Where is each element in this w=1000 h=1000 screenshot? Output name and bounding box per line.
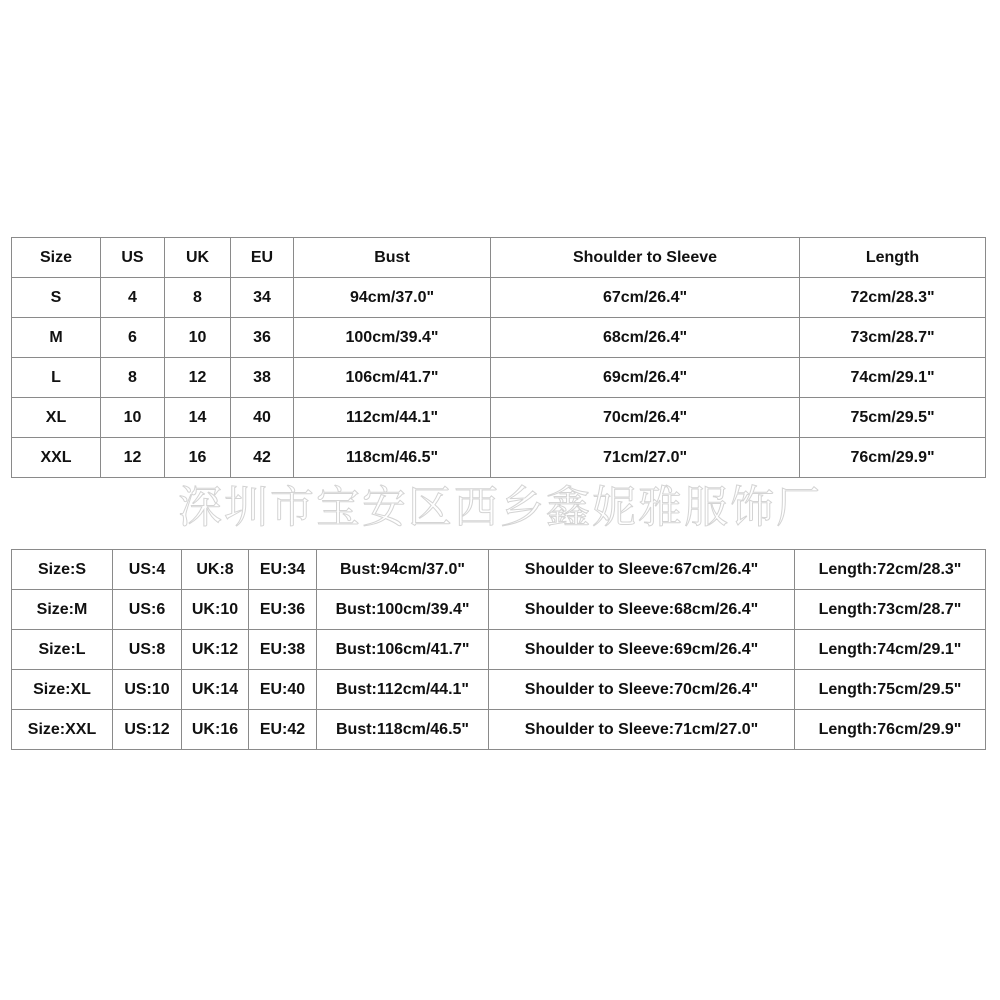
table-cell: 76cm/29.9": [800, 438, 986, 478]
table-cell: UK:12: [182, 630, 249, 670]
table-row: [12, 550, 986, 590]
table-cell: Size:S: [12, 550, 113, 590]
table-cell: 8: [165, 278, 231, 318]
header-cell-uk: UK: [165, 238, 231, 278]
table-cell: Shoulder to Sleeve:68cm/26.4": [489, 590, 795, 630]
table-cell: Bust:94cm/37.0": [317, 550, 489, 590]
table-cell: US:10: [113, 670, 182, 710]
table-cell: 118cm/46.5": [294, 438, 491, 478]
table-cell: Bust:100cm/39.4": [317, 590, 489, 630]
header-cell-eu: EU: [231, 238, 294, 278]
table-cell: 36: [231, 318, 294, 358]
table-cell: 42: [231, 438, 294, 478]
table-cell: 71cm/27.0": [491, 438, 800, 478]
table-cell: 10: [101, 398, 165, 438]
table-cell: Length:75cm/29.5": [795, 670, 986, 710]
table-cell: Shoulder to Sleeve:67cm/26.4": [489, 550, 795, 590]
table-cell: US:12: [113, 710, 182, 750]
size-detail-table: [11, 549, 986, 750]
table-cell: US:6: [113, 590, 182, 630]
table-cell: US:8: [113, 630, 182, 670]
table-cell: Bust:106cm/41.7": [317, 630, 489, 670]
size-chart-table: [11, 237, 986, 478]
table-cell: EU:40: [249, 670, 317, 710]
table-cell: 75cm/29.5": [800, 398, 986, 438]
table-cell: EU:38: [249, 630, 317, 670]
header-cell-us: US: [101, 238, 165, 278]
table-cell: UK:8: [182, 550, 249, 590]
table-cell: 8: [101, 358, 165, 398]
table-cell: 4: [101, 278, 165, 318]
table-cell: Length:74cm/29.1": [795, 630, 986, 670]
table-cell: 70cm/26.4": [491, 398, 800, 438]
table-cell: S: [12, 278, 101, 318]
table-cell: M: [12, 318, 101, 358]
table-cell: Shoulder to Sleeve:70cm/26.4": [489, 670, 795, 710]
table-cell: 14: [165, 398, 231, 438]
table-cell: 40: [231, 398, 294, 438]
table-cell: Size:XL: [12, 670, 113, 710]
table-cell: 16: [165, 438, 231, 478]
table-cell: 12: [101, 438, 165, 478]
table-cell: 6: [101, 318, 165, 358]
table-row: [12, 278, 986, 318]
table-cell: 112cm/44.1": [294, 398, 491, 438]
table-cell: XL: [12, 398, 101, 438]
table-cell: 68cm/26.4": [491, 318, 800, 358]
table-cell: 38: [231, 358, 294, 398]
table-cell: 67cm/26.4": [491, 278, 800, 318]
table-cell: 94cm/37.0": [294, 278, 491, 318]
table-cell: Length:72cm/28.3": [795, 550, 986, 590]
table-row: [12, 590, 986, 630]
table-cell: Shoulder to Sleeve:69cm/26.4": [489, 630, 795, 670]
table-cell: EU:42: [249, 710, 317, 750]
table-cell: 72cm/28.3": [800, 278, 986, 318]
table-cell: 74cm/29.1": [800, 358, 986, 398]
table-cell: Size:XXL: [12, 710, 113, 750]
table-cell: 106cm/41.7": [294, 358, 491, 398]
table-cell: UK:10: [182, 590, 249, 630]
table-cell: 100cm/39.4": [294, 318, 491, 358]
table-row: [12, 630, 986, 670]
table-cell: Size:L: [12, 630, 113, 670]
header-cell-size: Size: [12, 238, 101, 278]
table-row: [12, 398, 986, 438]
table-cell: 69cm/26.4": [491, 358, 800, 398]
table-cell: 73cm/28.7": [800, 318, 986, 358]
table-row: [12, 670, 986, 710]
table-row: [12, 710, 986, 750]
table-row: [12, 438, 986, 478]
table-cell: EU:34: [249, 550, 317, 590]
table-cell: Length:76cm/29.9": [795, 710, 986, 750]
table-cell: UK:16: [182, 710, 249, 750]
table-cell: 10: [165, 318, 231, 358]
header-row: [12, 238, 986, 278]
table-cell: Size:M: [12, 590, 113, 630]
table-cell: Bust:118cm/46.5": [317, 710, 489, 750]
table-cell: UK:14: [182, 670, 249, 710]
table-cell: Shoulder to Sleeve:71cm/27.0": [489, 710, 795, 750]
table-cell: US:4: [113, 550, 182, 590]
header-cell-bust: Bust: [294, 238, 491, 278]
table-row: [12, 318, 986, 358]
watermark-text: 深圳市宝安区西乡鑫妮雅服饰厂: [178, 482, 822, 533]
table-cell: EU:36: [249, 590, 317, 630]
table-cell: Bust:112cm/44.1": [317, 670, 489, 710]
table-cell: 12: [165, 358, 231, 398]
table-row: [12, 358, 986, 398]
table-cell: 34: [231, 278, 294, 318]
table-cell: Length:73cm/28.7": [795, 590, 986, 630]
header-cell-shoulder-to-sleeve: Shoulder to Sleeve: [491, 238, 800, 278]
table-cell: L: [12, 358, 101, 398]
header-cell-length: Length: [800, 238, 986, 278]
table-cell: XXL: [12, 438, 101, 478]
